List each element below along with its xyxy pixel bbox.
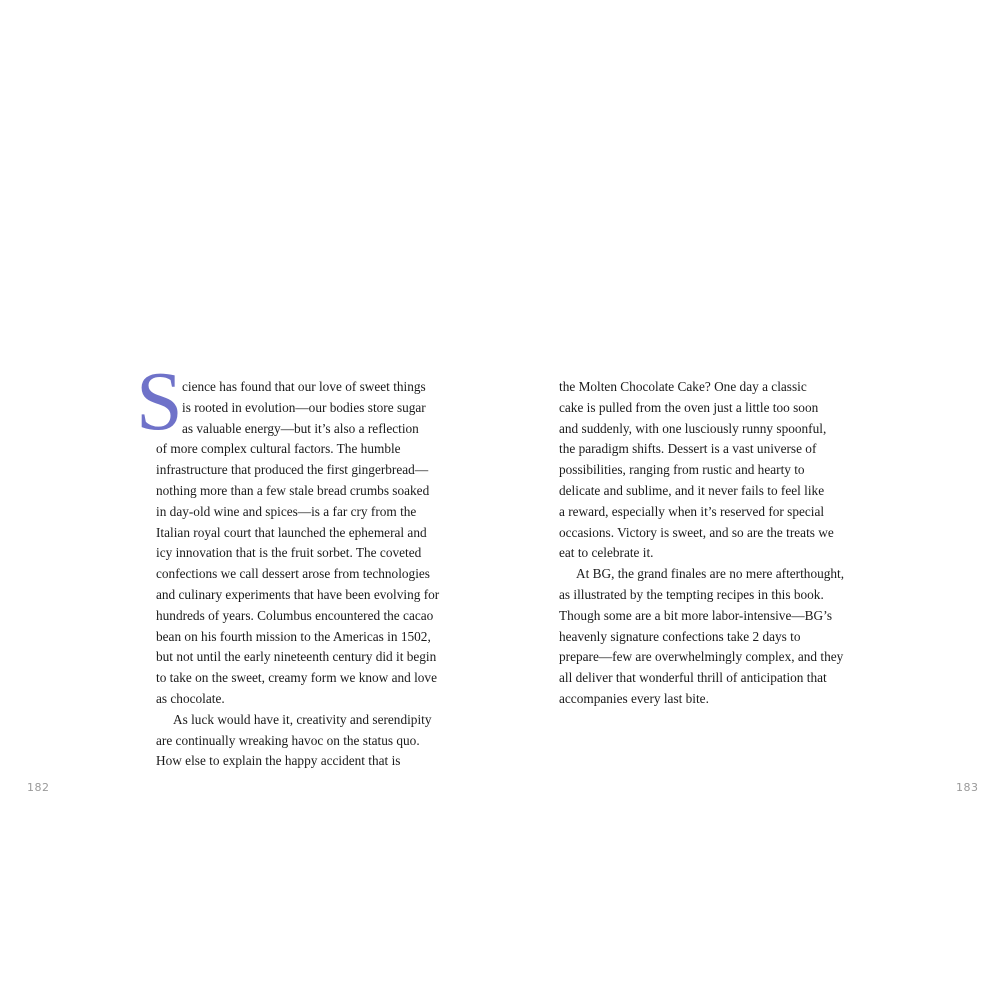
text-line: possibilities, ranging from rustic and hearty to [559,462,805,478]
text-line: and suddenly, with one lusciously runny spoonful, [559,420,827,436]
page-number: 182 [27,781,50,794]
text-line: icy innovation that is the fruit sorbet. The coveted [156,545,422,561]
text-line: eat to celebrate it. [559,545,654,561]
text-line: cake is pulled from the oven just a little too soon [559,399,819,415]
text-line: infrastructure that produced the first gingerbread— [156,462,429,478]
text-line: are continually wreaking havoc on the status quo. [156,732,420,748]
text-line: cience has found that our love of sweet things [182,379,426,394]
text-line: heavenly signature confections take 2 days to [559,628,801,644]
text-line: in day-old wine and spices—is a far cry from the [156,503,417,519]
text-line: of more complex cultural factors. The humble [156,441,401,457]
text-line: Though some are a bit more labor-intensive—BG’s [559,607,832,623]
text-line: as illustrated by the tempting recipes in this book. [559,586,824,602]
text-line: delicate and sublime, and it never fails to feel like [559,482,825,498]
text-line: Italian royal court that launched the ephemeral and [156,524,427,540]
text-line: bean on his fourth mission to the Americas in 1502, [156,628,431,644]
text-line: is rooted in evolution—our bodies store sugar [182,399,426,415]
text-line: and culinary experiments that have been evolving for [156,586,440,602]
text-line: confections we call dessert arose from technologies [156,566,430,582]
text-line: hundreds of years. Columbus encountered the cacao [156,607,434,623]
drop-cap: S [136,355,183,448]
text-line: but not until the early nineteenth century did it begin [156,649,437,665]
text-line: a reward, especially when it’s reserved for special [559,503,825,519]
text-line: occasions. Victory is sweet, and so are the treats we [559,524,834,540]
text-line: to take on the sweet, creamy form we know and love [156,670,437,686]
text-line: prepare—few are overwhelmingly complex, and they [559,649,844,665]
text-line: all deliver that wonderful thrill of anticipation that [559,670,827,686]
text-line: the Molten Chocolate Cake? One day a classic [559,379,807,394]
text-line: nothing more than a few stale bread crumbs soaked [156,482,430,498]
text-line: As luck would have it, creativity and serendipity [173,711,432,727]
text-line: accompanies every last bite. [559,690,709,706]
text-line: How else to explain the happy accident that is [156,753,401,769]
text-line: as valuable energy—but it’s also a reflection [182,420,419,436]
right-body-text [559,377,859,710]
text-line: as chocolate. [156,690,225,706]
right-page [500,0,1000,1000]
left-body-text [156,377,456,772]
page-number: 183 [956,781,979,794]
text-line: At BG, the grand finales are no mere afterthought, [576,566,845,582]
text-line: the paradigm shifts. Dessert is a vast universe of [559,441,817,457]
